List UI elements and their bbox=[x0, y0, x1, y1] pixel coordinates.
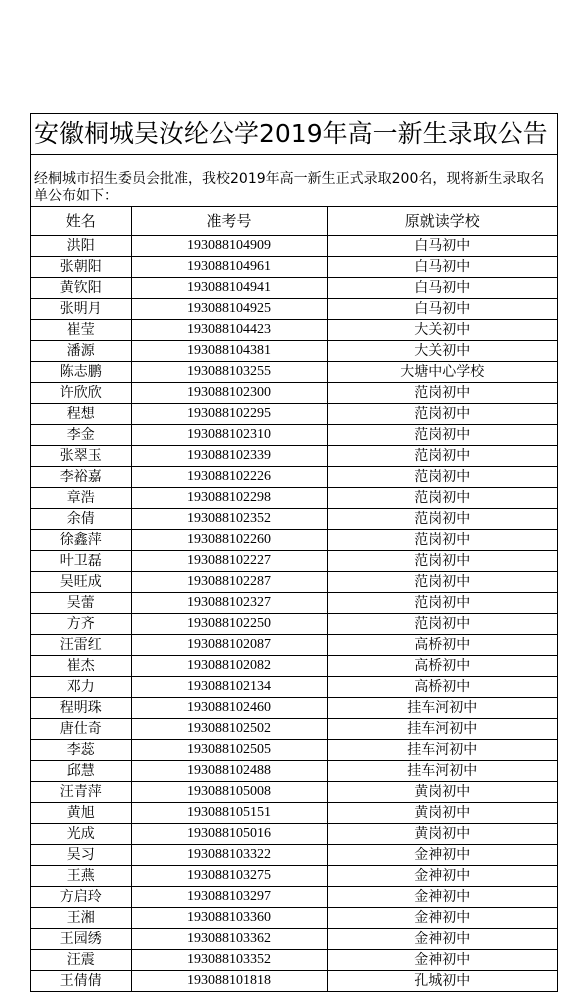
student-name: 汪震 bbox=[31, 950, 131, 971]
table-row bbox=[31, 824, 557, 845]
table-row bbox=[31, 845, 557, 866]
previous-school: 挂车河初中 bbox=[327, 761, 557, 782]
previous-school: 金神初中 bbox=[327, 845, 557, 866]
previous-school: 范岗初中 bbox=[327, 509, 557, 530]
table-row bbox=[31, 299, 557, 320]
previous-school: 金神初中 bbox=[327, 866, 557, 887]
student-name: 李裕嘉 bbox=[31, 467, 131, 488]
exam-number: 193088102227 bbox=[131, 551, 327, 572]
exam-number: 193088102082 bbox=[131, 656, 327, 677]
table-row bbox=[31, 320, 557, 341]
exam-number: 193088102505 bbox=[131, 740, 327, 761]
student-name: 方齐 bbox=[31, 614, 131, 635]
previous-school: 范岗初中 bbox=[327, 488, 557, 509]
table-row bbox=[31, 698, 557, 719]
table-row bbox=[31, 866, 557, 887]
notice-intro: 经桐城市招生委员会批准，我校2019年高一新生正式录取200名，现将新生录取名单公布如下： bbox=[31, 155, 557, 207]
student-name: 黄旭 bbox=[31, 803, 131, 824]
table-row bbox=[31, 488, 557, 509]
previous-school: 大关初中 bbox=[327, 341, 557, 362]
exam-number: 193088103352 bbox=[131, 950, 327, 971]
exam-number: 193088102250 bbox=[131, 614, 327, 635]
exam-number: 193088104941 bbox=[131, 278, 327, 299]
table-row bbox=[31, 446, 557, 467]
previous-school: 金神初中 bbox=[327, 887, 557, 908]
previous-school: 范岗初中 bbox=[327, 425, 557, 446]
exam-number: 193088105151 bbox=[131, 803, 327, 824]
exam-number: 193088105016 bbox=[131, 824, 327, 845]
exam-number: 193088102087 bbox=[131, 635, 327, 656]
student-name: 章浩 bbox=[31, 488, 131, 509]
student-name: 李金 bbox=[31, 425, 131, 446]
previous-school: 挂车河初中 bbox=[327, 719, 557, 740]
table-row bbox=[31, 467, 557, 488]
table-row bbox=[31, 782, 557, 803]
previous-school: 白马初中 bbox=[327, 257, 557, 278]
exam-number: 193088101818 bbox=[131, 971, 327, 992]
previous-school: 黄岗初中 bbox=[327, 782, 557, 803]
student-name: 余倩 bbox=[31, 509, 131, 530]
table-row bbox=[31, 530, 557, 551]
student-name: 崔杰 bbox=[31, 656, 131, 677]
student-name: 吴蕾 bbox=[31, 593, 131, 614]
exam-number: 193088103322 bbox=[131, 845, 327, 866]
header-school: 原就读学校 bbox=[327, 207, 557, 236]
exam-number: 193088102339 bbox=[131, 446, 327, 467]
exam-number: 193088102460 bbox=[131, 698, 327, 719]
student-name: 叶卫磊 bbox=[31, 551, 131, 572]
student-name: 程想 bbox=[31, 404, 131, 425]
previous-school: 范岗初中 bbox=[327, 551, 557, 572]
table-row bbox=[31, 425, 557, 446]
table-row bbox=[31, 635, 557, 656]
student-name: 张翠玉 bbox=[31, 446, 131, 467]
previous-school: 黄岗初中 bbox=[327, 824, 557, 845]
previous-school: 大关初中 bbox=[327, 320, 557, 341]
previous-school: 范岗初中 bbox=[327, 383, 557, 404]
previous-school: 黄岗初中 bbox=[327, 803, 557, 824]
table-row bbox=[31, 257, 557, 278]
previous-school: 大塘中心学校 bbox=[327, 362, 557, 383]
table-row bbox=[31, 236, 557, 257]
student-name: 光成 bbox=[31, 824, 131, 845]
table-row bbox=[31, 341, 557, 362]
header-name: 姓名 bbox=[31, 207, 131, 236]
previous-school: 范岗初中 bbox=[327, 572, 557, 593]
table-row bbox=[31, 908, 557, 929]
exam-number: 193088102300 bbox=[131, 383, 327, 404]
table-row bbox=[31, 572, 557, 593]
student-name: 方启玲 bbox=[31, 887, 131, 908]
exam-number: 193088102226 bbox=[131, 467, 327, 488]
student-name: 汪雷红 bbox=[31, 635, 131, 656]
previous-school: 范岗初中 bbox=[327, 404, 557, 425]
previous-school: 高桥初中 bbox=[327, 635, 557, 656]
student-name: 王湘 bbox=[31, 908, 131, 929]
table-body bbox=[31, 236, 557, 992]
exam-number: 193088102298 bbox=[131, 488, 327, 509]
header-exam-number: 准考号 bbox=[131, 207, 327, 236]
student-name: 张明月 bbox=[31, 299, 131, 320]
previous-school: 范岗初中 bbox=[327, 446, 557, 467]
exam-number: 193088104381 bbox=[131, 341, 327, 362]
exam-number: 193088104423 bbox=[131, 320, 327, 341]
exam-number: 193088103362 bbox=[131, 929, 327, 950]
exam-number: 193088103360 bbox=[131, 908, 327, 929]
exam-number: 193088103297 bbox=[131, 887, 327, 908]
previous-school: 孔城初中 bbox=[327, 971, 557, 992]
table-row bbox=[31, 362, 557, 383]
student-name: 王燕 bbox=[31, 866, 131, 887]
student-name: 崔莹 bbox=[31, 320, 131, 341]
student-name: 徐鑫萍 bbox=[31, 530, 131, 551]
student-name: 汪青萍 bbox=[31, 782, 131, 803]
exam-number: 193088105008 bbox=[131, 782, 327, 803]
table-row bbox=[31, 509, 557, 530]
table-row bbox=[31, 404, 557, 425]
previous-school: 范岗初中 bbox=[327, 467, 557, 488]
student-name: 唐仕奇 bbox=[31, 719, 131, 740]
student-name: 许欣欣 bbox=[31, 383, 131, 404]
table-row bbox=[31, 887, 557, 908]
previous-school: 范岗初中 bbox=[327, 614, 557, 635]
table-row bbox=[31, 971, 557, 992]
notice-title: 安徽桐城吴汝纶公学2019年高一新生录取公告 bbox=[31, 114, 557, 155]
table-row bbox=[31, 614, 557, 635]
table-row bbox=[31, 278, 557, 299]
student-name: 吴习 bbox=[31, 845, 131, 866]
table-header-row bbox=[31, 207, 557, 236]
table-row bbox=[31, 950, 557, 971]
table-row bbox=[31, 803, 557, 824]
previous-school: 金神初中 bbox=[327, 929, 557, 950]
previous-school: 挂车河初中 bbox=[327, 698, 557, 719]
table-row bbox=[31, 929, 557, 950]
previous-school: 范岗初中 bbox=[327, 530, 557, 551]
table-row bbox=[31, 740, 557, 761]
previous-school: 挂车河初中 bbox=[327, 740, 557, 761]
student-name: 王倩倩 bbox=[31, 971, 131, 992]
previous-school: 金神初中 bbox=[327, 908, 557, 929]
exam-number: 193088102310 bbox=[131, 425, 327, 446]
exam-number: 193088102134 bbox=[131, 677, 327, 698]
exam-number: 193088102260 bbox=[131, 530, 327, 551]
student-name: 张朝阳 bbox=[31, 257, 131, 278]
exam-number: 193088102488 bbox=[131, 761, 327, 782]
exam-number: 193088102502 bbox=[131, 719, 327, 740]
table-row bbox=[31, 761, 557, 782]
previous-school: 白马初中 bbox=[327, 278, 557, 299]
previous-school: 高桥初中 bbox=[327, 656, 557, 677]
student-name: 李蕊 bbox=[31, 740, 131, 761]
student-name: 吴旺成 bbox=[31, 572, 131, 593]
previous-school: 白马初中 bbox=[327, 236, 557, 257]
table-row bbox=[31, 593, 557, 614]
student-name: 洪阳 bbox=[31, 236, 131, 257]
table-row bbox=[31, 383, 557, 404]
student-name: 程明珠 bbox=[31, 698, 131, 719]
student-name: 王园绣 bbox=[31, 929, 131, 950]
student-name: 邓力 bbox=[31, 677, 131, 698]
student-name: 陈志鹏 bbox=[31, 362, 131, 383]
exam-number: 193088102352 bbox=[131, 509, 327, 530]
exam-number: 193088102295 bbox=[131, 404, 327, 425]
admission-notice-sheet bbox=[30, 113, 558, 992]
previous-school: 金神初中 bbox=[327, 950, 557, 971]
table-row bbox=[31, 551, 557, 572]
student-name: 潘源 bbox=[31, 341, 131, 362]
exam-number: 193088104925 bbox=[131, 299, 327, 320]
exam-number: 193088103255 bbox=[131, 362, 327, 383]
admission-table bbox=[31, 207, 557, 992]
table-row bbox=[31, 656, 557, 677]
exam-number: 193088103275 bbox=[131, 866, 327, 887]
previous-school: 范岗初中 bbox=[327, 593, 557, 614]
exam-number: 193088104909 bbox=[131, 236, 327, 257]
table-row bbox=[31, 719, 557, 740]
student-name: 黄钦阳 bbox=[31, 278, 131, 299]
exam-number: 193088102327 bbox=[131, 593, 327, 614]
table-row bbox=[31, 677, 557, 698]
student-name: 邱慧 bbox=[31, 761, 131, 782]
previous-school: 高桥初中 bbox=[327, 677, 557, 698]
previous-school: 白马初中 bbox=[327, 299, 557, 320]
exam-number: 193088102287 bbox=[131, 572, 327, 593]
exam-number: 193088104961 bbox=[131, 257, 327, 278]
